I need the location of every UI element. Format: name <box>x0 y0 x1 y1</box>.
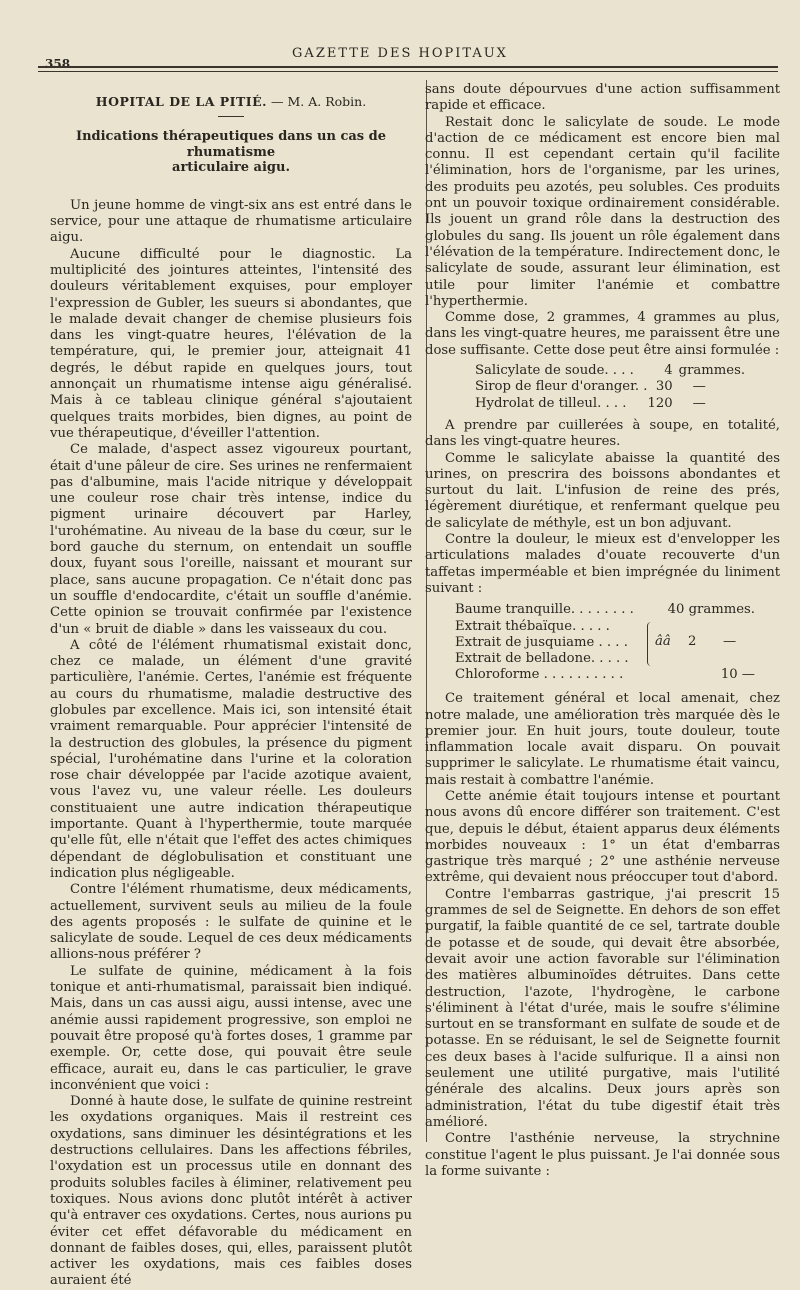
hospital-heading <box>50 94 412 110</box>
salicylate-prescription <box>475 363 745 412</box>
ingredient-unit: — <box>692 395 706 411</box>
liniment-row <box>455 619 755 635</box>
prescription-row <box>475 396 745 412</box>
paragraph: Ce malade, d'aspect assez vigoureux pourtant, était d'une pâleur de cire. Ses urines ne renfermaient pas d'albumine, mais l'acide nitrique y développait une couleur rose chair très intense, indice du pigment urinaire découvert par Harley, l'urohématine. Au niveau de la base du cœur, sur le bord gauche du sternum, on entendait un souffle doux, fuyant sous l'oreille, naissant et mourant sur place, sans aucune propagation. Ce n'était donc pas un souffle d'endocardite, c'était un souffle d'anémie. Cette opinion se trouvait confirmée par l'existence d'un « bruit de diable » dans les vaisseaux du cou. <box>50 442 412 637</box>
paragraph: sans doute dépourvues d'une action suffisamment rapide et efficace. <box>425 82 780 114</box>
ingredient-quantity: 120 <box>647 395 673 411</box>
liniment-row <box>455 635 755 651</box>
paragraph: Ce traitement général et local amenait, chez notre malade, une amélioration très marquée dès le premier jour. En huit jours, toute douleur, toute inflammation locale avait disparu. On pouvait supprimer le salicylate. Le rhumatisme était vaincu, mais restait à combattre l'anémie. <box>425 691 780 788</box>
ingredient-name: Extrait de jusquiame . . . . <box>455 634 628 650</box>
paragraph: Le sulfate de quinine, médicament à la fois tonique et anti-rhumatismal, paraissait bien indiqué. Mais, dans un cas aussi aigu, aussi intense, avec une anémie aussi rapidement progressive, son emploi ne pouvait être proposé qu'à fortes doses, 1 gramme par exemple. Or, cette dose, qui pouvait être seule efficace, aurait eu, dans le cas particulier, le grave inconvénient que voici : <box>50 963 412 1093</box>
author-name: — M. A. Robin. <box>271 94 367 109</box>
liniment-row <box>455 667 755 683</box>
ingredient-name: Sirop de fleur d'oranger. . <box>475 379 648 395</box>
paragraph: Contre l'asthénie nerveuse, la strychnine constitue l'agent le plus puissant. Je l'ai donnée sous la forme suivante : <box>425 1131 780 1179</box>
ingredient-name: Hydrolat de tilleul. . . . <box>475 395 627 411</box>
ingredient-unit: grammes. <box>678 363 746 379</box>
ingredient-unit: — <box>692 379 706 395</box>
prescription-row <box>475 363 745 379</box>
paragraph: Un jeune homme de vingt-six ans est entré dans le service, pour une attaque de rhumatisme articulaire aigu. <box>50 197 412 246</box>
paragraph: A prendre par cuillerées à soupe, en totalité, dans les vingt-quatre heures. <box>425 417 780 450</box>
paragraph: Contre l'embarras gastrique, j'ai prescrit 15 grammes de sel de Seignette. En dehors de son effet purgatif, la faible quantité de ce sel, tartrate double de potasse et de soude, qui devait être absorbée, devait avoir une action favorable sur l'élimination des matières albuminoïdes détruites. Dans cette destruction, l'azote, l'hydrogène, le carbone s'éliminent à l'état d'urée, mais le soufre s'élimine surtout en se transformant en sulfate de soude et de potasse. En se réduisant, le sel de Seignette fournit ces deux bases à l'acide sulfurique. Il a ainsi non seulement une utilité purgative, mais l'utilité générale des alcalins. Deux jours après son administration, l'état du tube digestif était très amélioré. <box>425 886 780 1130</box>
page-header <box>0 0 800 80</box>
ingredient-name: Extrait de belladone. . . . . <box>455 651 629 667</box>
paragraph: Cette anémie était toujours intense et pourtant nous avons dû encore différer son traitement. C'est que, depuis le début, étaient apparus deux éléments morbides nouveaux : 1° un état d'embarras gastrique très marqué ; 2° une asthénie nerveuse extrême, qui devaient nous préoccuper tout d'abord. <box>425 788 780 886</box>
left-column <box>50 82 412 1290</box>
liniment-row <box>455 651 755 667</box>
header-rule <box>38 66 778 72</box>
ingredient-quantity: 40 grammes. <box>667 602 755 618</box>
ingredient-quantity: 2 <box>688 634 697 650</box>
article-title-line: articulaire aigu. <box>172 160 290 176</box>
paragraph: Contre la douleur, le mieux est d'envelopper les articulations malades d'ouate recouverte d'un taffetas imperméable et bien imprégnée du liniment suivant : <box>425 532 780 596</box>
prescription-row <box>475 379 745 395</box>
paragraph: Contre l'élément rhumatisme, deux médicaments, actuellement, survivent seuls au milieu de la foule des agents proposés : le sulfate de quinine et le salicylate de soude. Lequel de ces deux médicaments allions-nous préférer ? <box>50 882 412 963</box>
liniment-prescription <box>455 602 755 683</box>
ingredient-unit: — <box>723 634 737 650</box>
ana-abbreviation: ââ <box>655 634 671 650</box>
right-column <box>425 82 780 1180</box>
page-number: 358 <box>45 57 71 71</box>
paragraph: Aucune difficulté pour le diagnostic. La multiplicité des jointures atteintes, l'intensité des douleurs véritablement exquises, pour employer l'expression de Gubler, les sueurs si abondantes, que le malade devait changer de chemise plusieurs fois dans les vingt-quatre heures, l'élévation de la température, qui, le premier jour, atteignait 41 degrés, le début rapide en quelques jours, tout annonçait un rhumatisme intense aigu généralisé. Mais à ce tableau clinique général s'ajoutaient quelques traits morbides, bien dignes, au point de vue thérapeutique, d'éveiller l'attention. <box>50 246 412 441</box>
paragraph: Restait donc le salicylate de soude. Le mode d'action de ce médicament est encore bien mal connu. Il est cependant certain qu'il facilite l'élimination, hors de l'organisme, par les urines, des produits peu azotés, peu solubles. Ces produits ont un pouvoir toxique ordinairement considérable. Ils jouent un grand rôle dans la destruction des globules du sang. Ils jouent un rôle également dans l'élévation de la température. Indirectement donc, le salicylate de soude, assurant leur élimination, est utile pour limiter l'anémie et combattre l'hyperthermie. <box>425 114 780 309</box>
ingredient-quantity: 4 <box>664 363 673 379</box>
paragraph: Donné à haute dose, le sulfate de quinine restreint les oxydations organiques. Mais il restreint ces oxydations, sans diminuer les désintégrations et les destructions cellulaires. Dans les affections fébriles, l'oxydation est un processus utile en donnant des produits solubles faciles à éliminer, relativement peu toxiques. Nous avions donc plutôt intérêt à activer qu'à entraver ces oxydations. Certes, nous aurions pu éviter cet effet défavorable du médicament en donnant de faibles doses, qui, elles, paraissent plutôt activer les oxydations, mais ces faibles doses auraient été <box>50 1094 412 1289</box>
article-title-line: Indications thérapeutiques dans un cas de rhumatisme <box>75 129 386 160</box>
short-rule <box>218 116 244 117</box>
paragraph: Comme dose, 2 grammes, 4 grammes au plus, dans les vingt-quatre heures, me paraissent être une dose suffisante. Cette dose peut être ainsi formulée : <box>425 310 780 358</box>
article-title <box>50 129 412 176</box>
paragraph: Comme le salicylate abaisse la quantité des urines, on prescrira des boissons abondantes et surtout du lait. L'infusion de reine des prés, légèrement diurétique, et renfermant quelque peu de salicylate de méthyle, est un bon adjuvant. <box>425 450 780 531</box>
journal-title: GAZETTE DES HOPITAUX <box>292 46 508 61</box>
paragraph: A côté de l'élément rhumatismal existait donc, chez ce malade, un élément d'une gravité particulière, l'anémie. Certes, l'anémie est fréquente au cours du rhumatisme, maladie destructive des globules par excellence. Mais ici, son intensité était vraiment remarquable. Pour apprécier l'intensité de la destruction des globules, la présence du pigment spécial, l'urohématine dans l'urine et la coloration rose chair développée par l'acide azotique avaient, vous l'avez vu, une valeur réelle. Les douleurs constituaient une autre indication thérapeutique importante. Quant à l'hyperthermie, toute marquée qu'elle fût, elle n'était que l'effet des actes chimiques dépendant de déglobulisation et constituant une indication plus négligeable. <box>50 637 412 881</box>
ingredient-quantity: 30 <box>655 379 673 395</box>
ingredient-name: Salicylate de soude. . . . <box>475 363 634 379</box>
ingredient-name: Chloroforme . . . . . . . . . . <box>455 667 624 683</box>
ingredient-name: Extrait thébaïque. . . . . <box>455 618 610 634</box>
grouping-brace <box>647 622 654 666</box>
ingredient-name: Baume tranquille. . . . . . . . <box>455 602 634 618</box>
liniment-row <box>455 602 755 618</box>
hospital-name: HOPITAL DE LA PITIÉ. <box>95 94 268 109</box>
ingredient-quantity: 10 — <box>720 667 755 683</box>
